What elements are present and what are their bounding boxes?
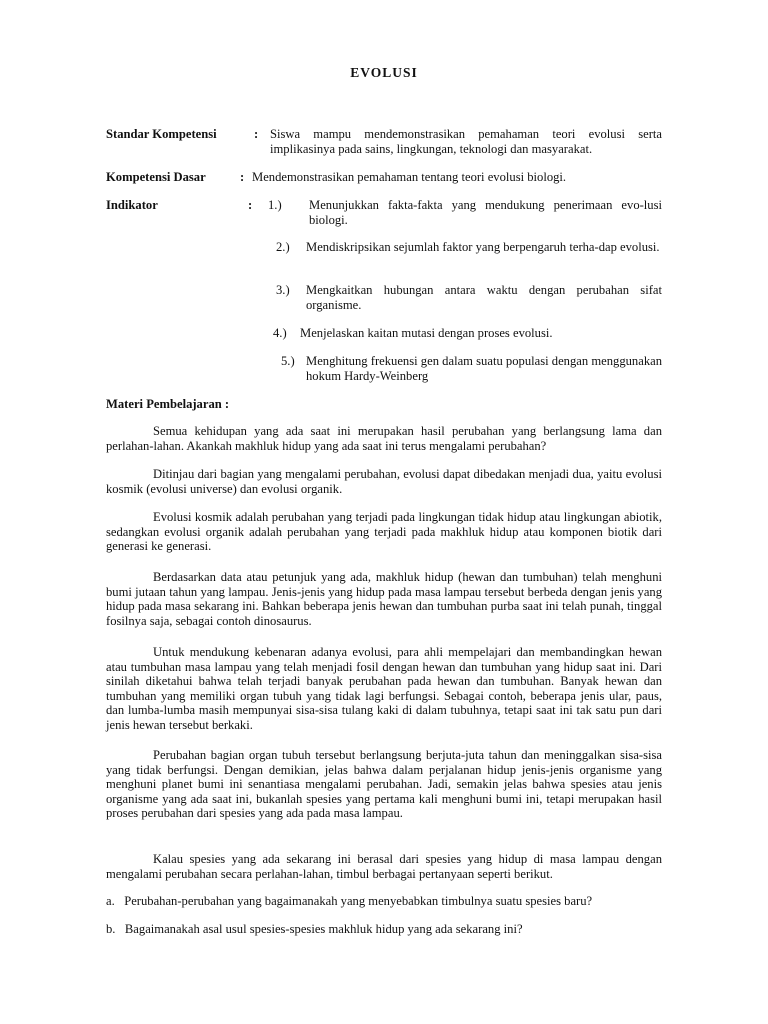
indikator-number: 4.) — [273, 326, 287, 340]
materi-paragraph: Evolusi kosmik adalah perubahan yang terjadi pada lingkungan tidak hidup atau lingkungan abiotik, sedangkan evolusi organik adalah perubahan yang terjadi pada makhluk hidup atau komponen biotik dari generasi ke generasi. — [106, 510, 662, 554]
materi-paragraph: Perubahan bagian organ tubuh tersebut berlangsung berjuta-juta tahun dan meninggalkan sisa-sisa yang tidak berfungsi. Dengan demikian, jelas bahwa dalam perjalanan hidup jenis-jenis organisme yang menghuni planet bumi ini senantiasa mengalami perubahan. Jadi, semakin jelas bahwa spesies atau jenis organisme yang ada saat ini, bukanlah spesies yang pertama kali menghuni bumi ini, tetapi merupakan hasil proses perubahan dari spesies yang ada pada masa lampau. — [106, 748, 662, 821]
indikator-item-text: Menghitung frekuensi gen dalam suatu populasi dengan menggunakan hokum Hardy-Weinberg — [306, 354, 662, 383]
standar-kompetensi-colon: : — [254, 127, 259, 141]
question-text: Perubahan-perubahan yang bagaimanakah yang menyebabkan timbulnya suatu spesies baru? — [124, 894, 593, 908]
materi-heading: Materi Pembelajaran : — [106, 397, 230, 411]
materi-paragraph: Berdasarkan data atau petunjuk yang ada, makhluk hidup (hewan dan tumbuhan) telah menghuni bumi jutaan tahun yang lampau. Jenis-jenis yang hidup pada masa lampau tersebut berbeda dengan jenis yang hidup pada masa sekarang ini. Bahkan beberapa jenis hewan dan tumbuhan purba saat ini telah punah, tinggal fosilnya saja, sebagai contoh dinosaurus. — [106, 570, 662, 628]
indikator-item-text: Menunjukkan fakta-fakta yang mendukung penerimaan evo-lusi biologi. — [309, 198, 662, 227]
question-item — [106, 894, 662, 909]
standar-kompetensi-label: Standar Kompetensi — [106, 127, 217, 141]
kompetensi-dasar-label: Kompetensi Dasar — [106, 170, 206, 184]
materi-paragraph: Untuk mendukung kebenaran adanya evolusi, para ahli mempelajari dan membandingkan hewan atau tumbuhan masa lampau yang telah menjadi fosil dengan hewan dan tumbuhan yang hidup saat ini. Dari sinilah diketahui bahwa telah terjadi banyak perubahan pada hewan dan tumbuhan. Banyak hewan dan tumbuhan yang memiliki organ tubuh yang tidak lagi berfungsi. Sebagai contoh, beberapa jenis ular, paus, dan lumba-lumba masih mempunyai sisa-sisa tulang kaki di dalam tubuhnya, tetapi saat ini tak satu pun dari jenis hewan tersebut berkaki. — [106, 645, 662, 732]
indikator-number: 5.) — [281, 354, 295, 368]
indikator-item-text: Menjelaskan kaitan mutasi dengan proses evolusi. — [300, 326, 553, 340]
question-item — [106, 922, 662, 937]
question-marker: a. — [106, 894, 115, 908]
materi-paragraph: Kalau spesies yang ada sekarang ini berasal dari spesies yang hidup di masa lampau dengan mengalami perubahan secara perlahan-lahan, timbul berbagai pertanyaan seperti berikut. — [106, 852, 662, 881]
page-title: EVOLUSI — [350, 65, 418, 80]
indikator-number: 2.) — [276, 240, 290, 254]
question-marker: b. — [106, 922, 116, 936]
question-text: Bagaimanakah asal usul spesies-spesies makhluk hidup yang ada sekarang ini? — [124, 922, 523, 936]
indikator-label: Indikator — [106, 198, 158, 212]
kompetensi-dasar-colon: : — [240, 170, 245, 184]
materi-paragraph: Ditinjau dari bagian yang mengalami perubahan, evolusi dapat dibedakan menjadi dua, yaitu evolusi kosmik (evolusi universe) dan evolusi organik. — [106, 467, 662, 496]
indikator-item-text: Mendiskripsikan sejumlah faktor yang berpengaruh terha-dap evolusi. — [306, 240, 660, 254]
kompetensi-dasar-text: Mendemonstrasikan pemahaman tentang teori evolusi biologi. — [252, 170, 567, 184]
indikator-item-text: Mengkaitkan hubungan antara waktu dengan perubahan sifat organisme. — [306, 283, 662, 312]
standar-kompetensi-text: Siswa mampu mendemonstrasikan pemahaman teori evolusi serta implikasinya pada sains, lingkungan, teknologi dan masyarakat. — [270, 127, 662, 156]
indikator-number: 1.) — [268, 198, 282, 212]
indikator-colon: : — [248, 198, 253, 212]
materi-paragraph: Semua kehidupan yang ada saat ini merupakan hasil perubahan yang berlangsung lama dan perlahan-lahan. Akankah makhluk hidup yang ada saat ini terus mengalami perubahan? — [106, 424, 662, 453]
indikator-number: 3.) — [276, 283, 290, 297]
